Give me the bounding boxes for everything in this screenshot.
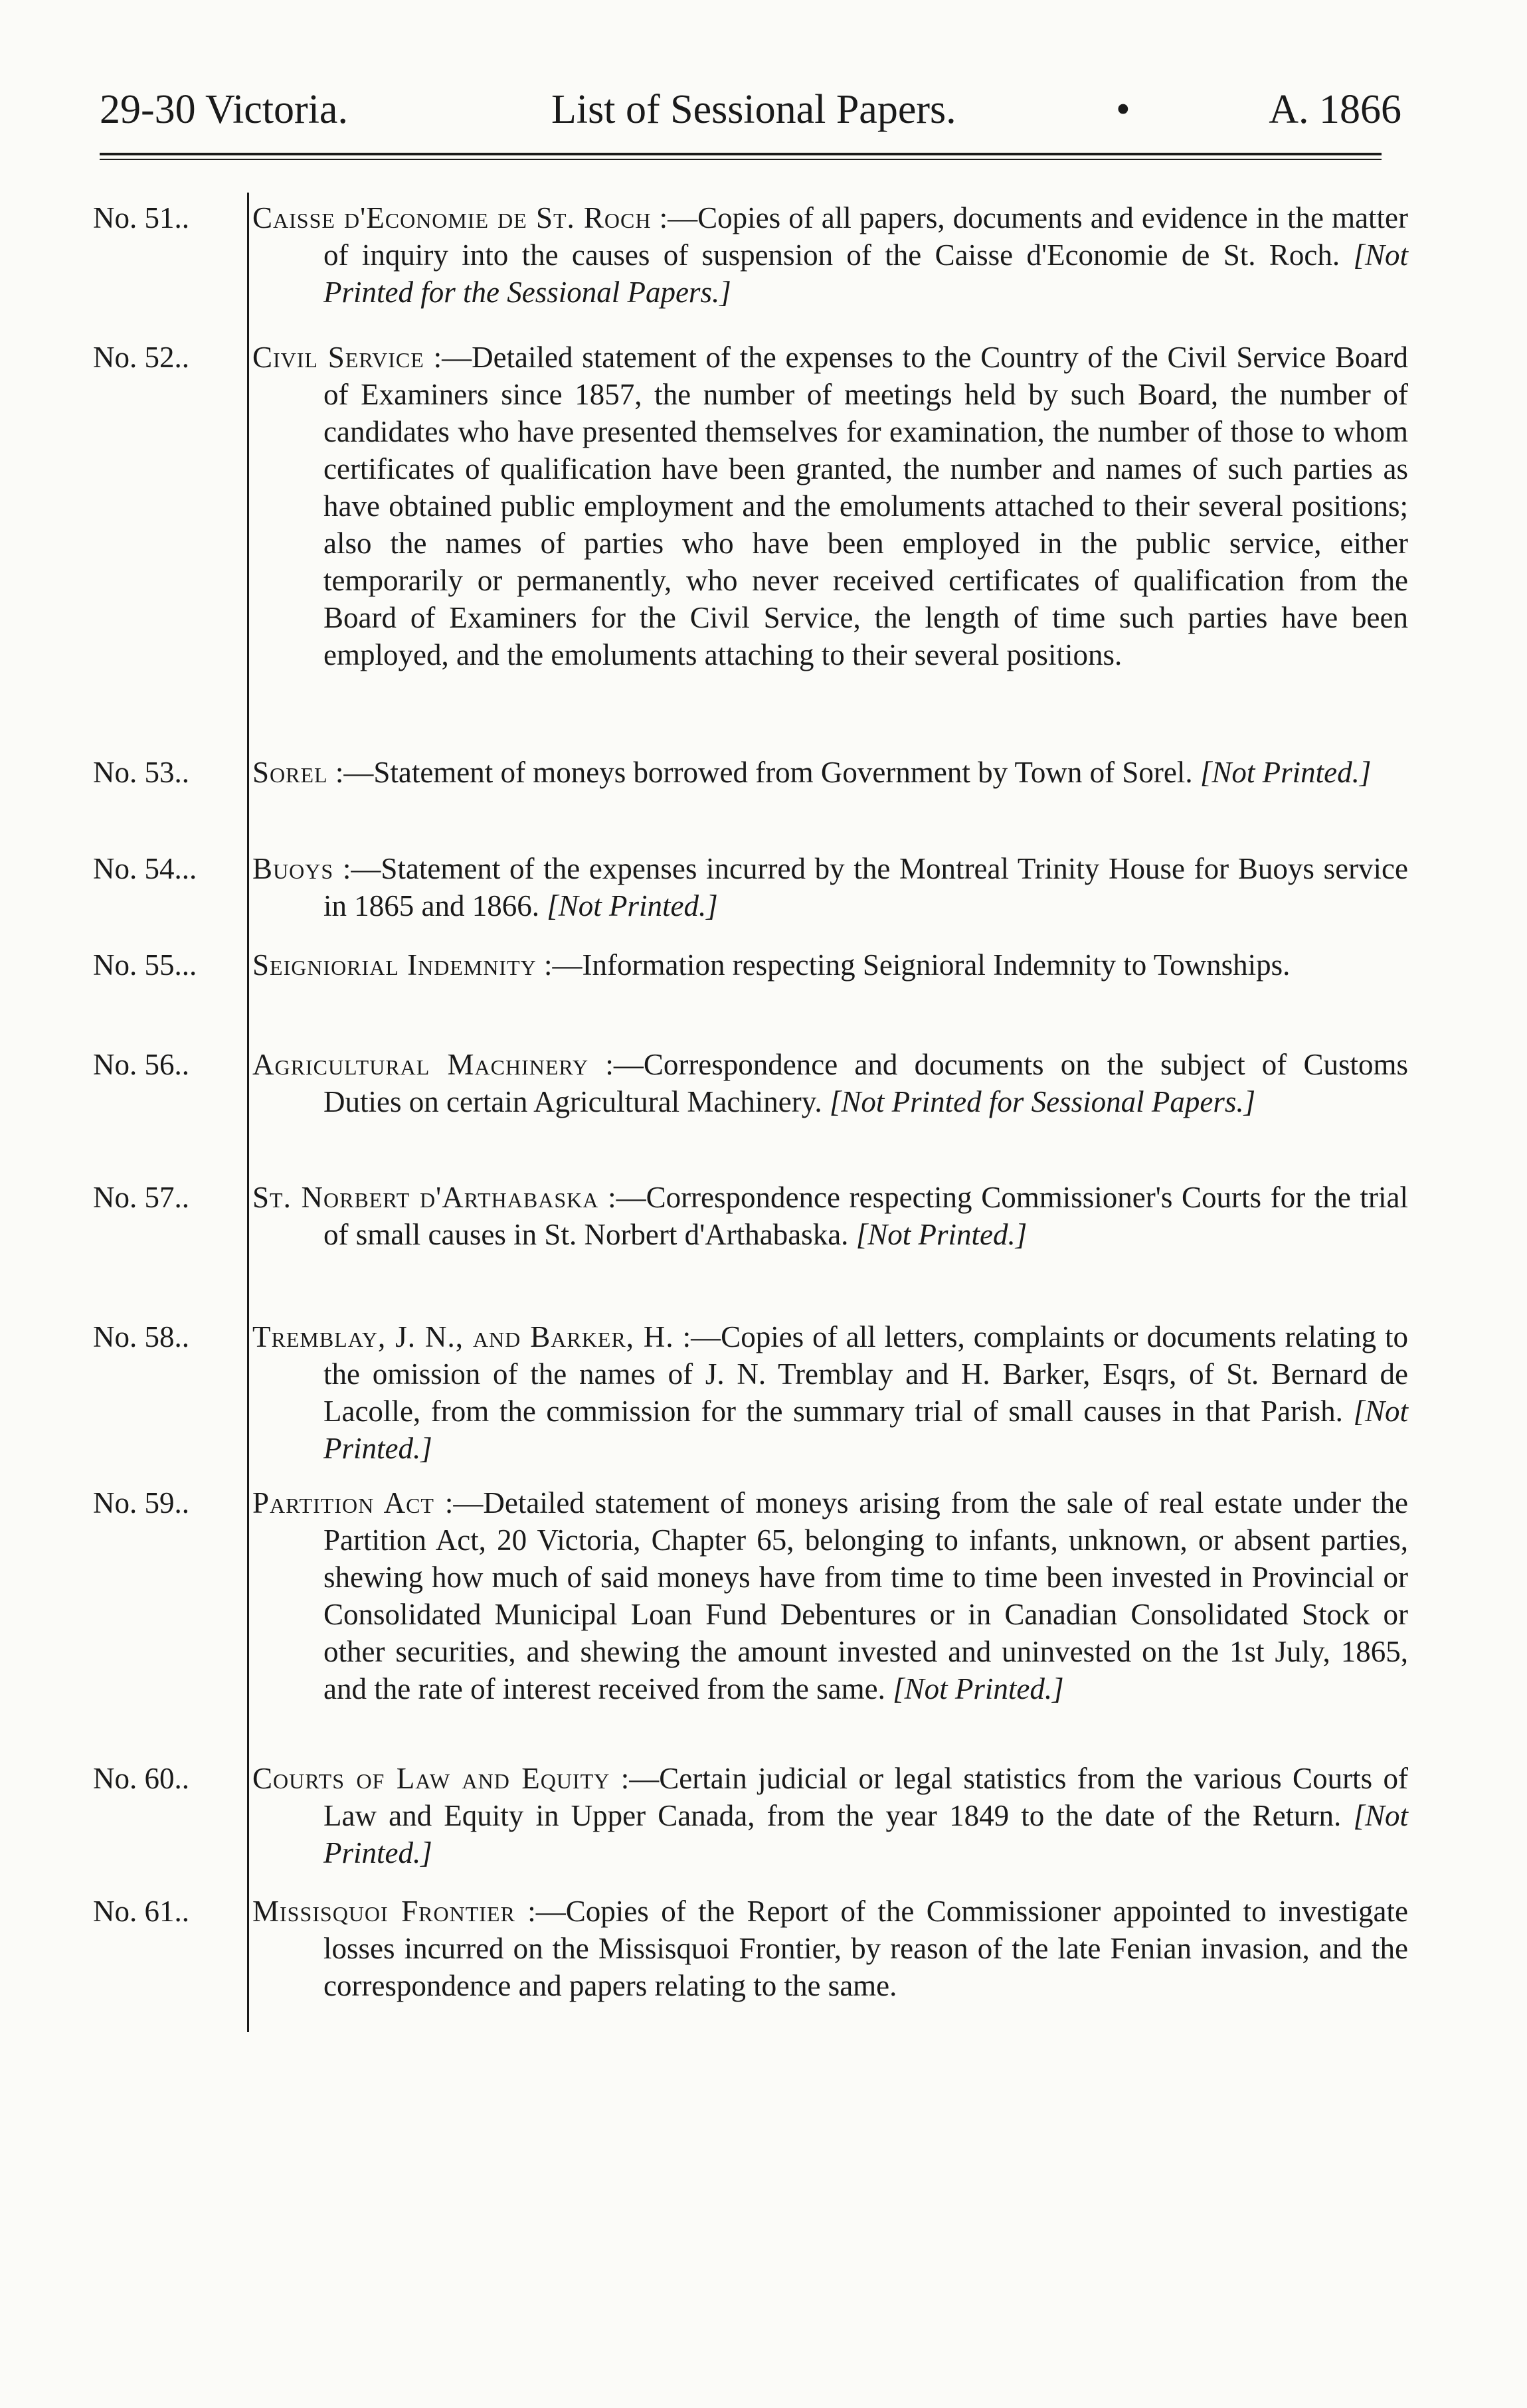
entry-body: [252, 1046, 1408, 1120]
entry-title: Buoys: [252, 852, 334, 885]
entry-number: No. 56..: [93, 1048, 189, 1081]
entry-number: No. 55...: [93, 948, 197, 982]
entry-note: [Not Printed.]: [855, 1218, 1028, 1251]
entry-number: No. 52..: [93, 341, 189, 374]
entry-title: St. Norbert d'Arthabaska: [252, 1181, 599, 1214]
entry-text: :—Information respecting Seignioral Indemnity to Townships.: [544, 948, 1291, 982]
entry-note: [Not Printed.]: [323, 1395, 1408, 1465]
entry-number: No. 58..: [93, 1320, 189, 1353]
entry-body: [252, 946, 1408, 984]
entry-body: [252, 199, 1408, 311]
entry-title: Caisse d'Economie de St. Roch: [252, 201, 652, 234]
entry-text: :—Copies of all papers, documents and evidence in the matter of inquiry into the causes of suspension of the Caisse d'Economie de St. Roch.: [323, 201, 1409, 272]
entry-text: :—Detailed statement of the expenses to the Country of the Civil Service Board of Examiners since 1857, the number of meetings held by such Board, the number of candidates who have presented themselves for examination, the number of those to whom certificates of qualification have been granted, the number and names of such parties as have obtained public employment and the emoluments attached to their several positions; also the names of parties who have been employed in the public service, either temporarily or permanently, who never received certificates of qualification from the Board of Examiners for the Civil Service, the length of time such parties have been employed, and the emoluments attaching to their several positions.: [323, 341, 1409, 671]
entry-number: No. 51..: [93, 201, 189, 234]
entry-text: :—Copies of all letters, complaints or documents relating to the omission of the names of J. N. Tremblay and H. Barker, Esqrs, of St. Bernard de Lacolle, from the commission for the summary trial of small causes in that Parish.: [323, 1320, 1409, 1428]
entry-number: No. 60..: [93, 1762, 189, 1795]
entry-body: [252, 1760, 1408, 1871]
header-rule: [100, 153, 1382, 163]
entry-body: [252, 339, 1408, 673]
entry-body: [252, 1484, 1408, 1707]
entry-body: [252, 1179, 1408, 1253]
entry-title: Missisquoi Frontier: [252, 1895, 515, 1928]
page-header: [100, 83, 1401, 146]
entry-title: Seigniorial Indemnity: [252, 948, 537, 982]
column-divider: [247, 193, 249, 2032]
entry-note: [Not Printed for Sessional Papers.]: [829, 1085, 1256, 1118]
entry-text: :—Correspondence and documents on the subject of Customs Duties on certain Agricultural Machinery.: [323, 1048, 1408, 1118]
entry-note: [Not Printed for the Sessional Papers.]: [323, 238, 1409, 309]
entry-text: :—Certain judicial or legal statistics from the various Courts of Law and Equity in Upper Canada, from the year 1849 to the date of the Return.: [323, 1762, 1409, 1832]
entry-body: [252, 1893, 1408, 2004]
header-session: 29-30 Victoria.: [100, 87, 348, 132]
entry-title: Tremblay, J. N., and Barker, H.: [252, 1320, 674, 1353]
entry-body: [252, 1318, 1408, 1467]
header-title: List of Sessional Papers.: [551, 87, 956, 132]
entry-text: :—Statement of moneys borrowed from Government by Town of Sorel.: [335, 756, 1193, 789]
entry-note: [Not Printed.]: [323, 1799, 1409, 1869]
entry-number: No. 53..: [93, 756, 189, 789]
entry-title: Sorel: [252, 756, 328, 789]
entry-text: :—Detailed statement of moneys arising from the sale of real estate under the Partition Act, 20 Victoria, Chapter 65, belonging to infants, unknown, or absent parties, shewing how much of said moneys have from time to time been invested in Provincial or Consolidated Municipal Loan Fund Debentures or in Canadian Consolidated Stock or other securities, and shewing the amount invested and uninvested on the 1st July, 1865, and the rate of interest received from the same.: [323, 1486, 1408, 1705]
entry-number: No. 59..: [93, 1486, 189, 1519]
entry-number: No. 61..: [93, 1895, 189, 1928]
entry-number: No. 54...: [93, 852, 197, 885]
entry-body: [252, 850, 1408, 924]
entry-note: [Not Printed.]: [893, 1672, 1064, 1705]
entry-text: :—Copies of the Report of the Commissioner appointed to investigate losses incurred on the Missisquoi Frontier, by reason of the late Fenian invasion, and the correspondence and papers relating to the same.: [323, 1895, 1408, 2002]
entry-title: Civil Service: [252, 341, 424, 374]
entry-note: [Not Printed.]: [1200, 756, 1372, 789]
entry-number: No. 57..: [93, 1181, 189, 1214]
entry-note: [Not Printed.]: [547, 889, 718, 922]
entry-title: Agricultural Machinery: [252, 1048, 589, 1081]
entry-text: :—Statement of the expenses incurred by the Montreal Trinity House for Buoys service in 1865 and 1866.: [323, 852, 1409, 922]
entry-body: [252, 754, 1408, 791]
header-dot: •: [1116, 87, 1130, 132]
entry-title: Courts of Law and Equity: [252, 1762, 610, 1795]
header-year: A. 1866: [1269, 87, 1401, 132]
entry-text: :—Correspondence respecting Commissioner's Courts for the trial of small causes in St. Norbert d'Arthabaska.: [323, 1181, 1409, 1251]
entry-title: Partition Act: [252, 1486, 434, 1519]
